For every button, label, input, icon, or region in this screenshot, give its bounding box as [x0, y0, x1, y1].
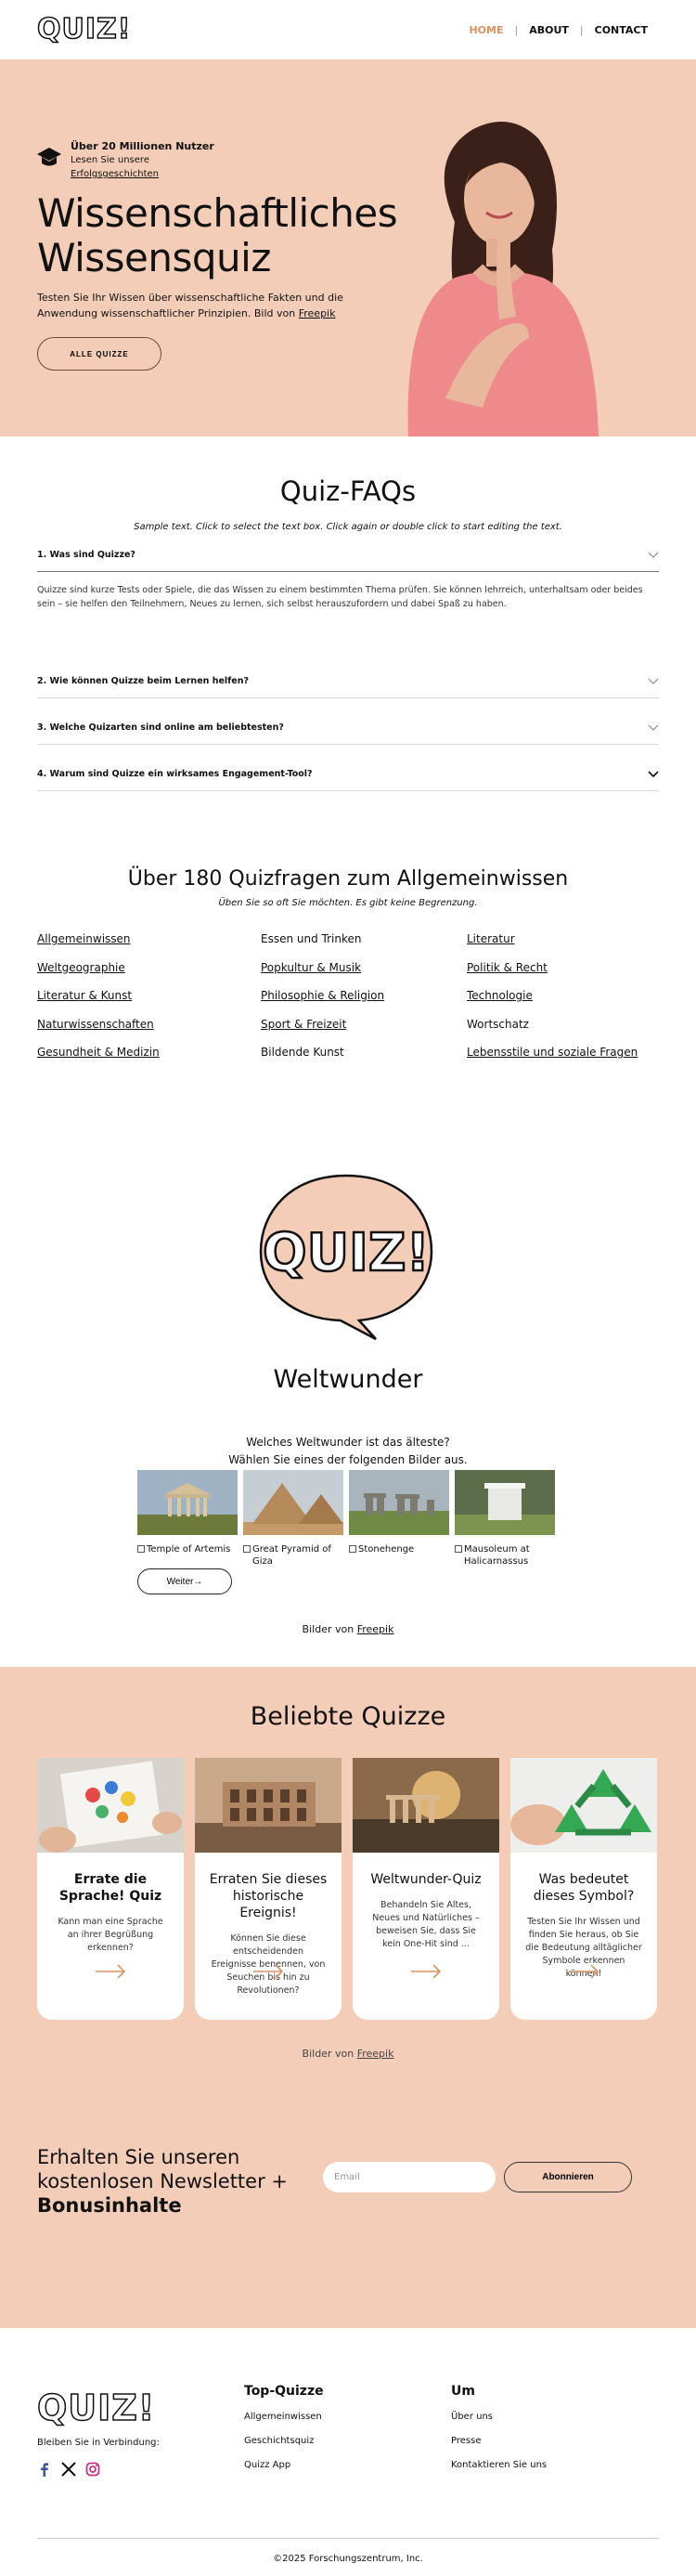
category-link[interactable]: Weltgeographie [37, 960, 125, 974]
site-header [0, 0, 696, 59]
category-link[interactable]: Philosophie & Religion [261, 989, 385, 1002]
choice-checkbox[interactable] [349, 1545, 356, 1553]
hero-title [37, 191, 397, 280]
faq-item-2[interactable] [37, 676, 659, 698]
category-link[interactable]: Politik & Recht [467, 960, 548, 974]
category-link[interactable]: Literatur & Kunst [37, 989, 133, 1002]
quiz-card-history[interactable] [195, 1758, 342, 2020]
x-icon[interactable] [61, 2462, 76, 2477]
faq-subtitle: Sample text. Click to select the text box. Click again or double click to start editing the text. [134, 522, 562, 532]
card-text: Kann man eine Sprache an ihrer Begrüßung erkennen? [58, 1917, 163, 1953]
nav-home[interactable]: HOME [469, 24, 504, 36]
faq-section [0, 436, 696, 836]
faq-question[interactable] [37, 769, 659, 779]
popular-quizzes-section [0, 1667, 696, 2328]
category-column-2 [261, 932, 384, 1074]
faq-divider [37, 744, 659, 745]
faq-question-text: 3. Welche Quizarten sind online am beliebtesten? [37, 722, 284, 733]
hero-title-line1: Wissenschaftliches [37, 190, 398, 236]
card-text: Können Sie diese entscheidenden Ereignisse benennen, von Seuchen bis hin zu Revolutionen? [211, 1933, 326, 1996]
card-text: Testen Sie Ihr Wissen und finden Sie heraus, ob Sie die Bedeutung alltäglicher Symbole erkennen können! [525, 1917, 642, 1979]
newsletter-line: Erhalten Sie unseren [37, 2146, 240, 2168]
footer-link[interactable]: Kontaktieren Sie uns [451, 2460, 548, 2470]
site-footer [0, 2328, 696, 2576]
category-link[interactable]: Naturwissenschaften [37, 1017, 154, 1031]
email-input[interactable]: Email [323, 2162, 496, 2192]
faq-item-1[interactable] [37, 550, 659, 611]
faq-question[interactable] [37, 676, 659, 686]
category-link[interactable]: Essen und Trinken [261, 932, 362, 945]
recycle-symbol-image [510, 1758, 657, 1853]
arrow-right-icon[interactable] [410, 1964, 442, 1979]
success-stories-link[interactable]: Erfolgsgeschichten [71, 169, 159, 179]
choice-label: Great Pyramid of Giza [252, 1544, 331, 1567]
site-logo[interactable]: QUIZ! [37, 13, 132, 46]
categories-section [0, 836, 696, 1114]
category-link[interactable]: Sport & Freizeit [261, 1017, 347, 1031]
footer-col-title: Um [451, 2384, 475, 2399]
mausoleum-image [455, 1470, 555, 1535]
answer-choice-3[interactable] [349, 1470, 449, 1555]
freepik-link[interactable]: Freepik [356, 1623, 394, 1635]
answer-choice-2[interactable] [243, 1470, 343, 1568]
faq-item-3[interactable] [37, 722, 659, 745]
category-link[interactable]: Popkultur & Musik [261, 960, 362, 974]
category-link[interactable]: Technologie [467, 989, 533, 1002]
quiz-card-wonders[interactable] [353, 1758, 499, 2020]
categories-title: Über 180 Quizfragen zum Allgemeinwissen [127, 867, 569, 891]
main-nav [469, 24, 648, 36]
category-column-3 [467, 932, 638, 1074]
card-title: Was bedeutet dieses Symbol? [533, 1872, 635, 1904]
quiz-speech-bubble [255, 1170, 437, 1342]
history-quiz-image [195, 1758, 342, 1853]
hero-freepik-link[interactable]: Freepik [298, 307, 336, 319]
nav-about[interactable]: ABOUT [529, 24, 569, 36]
nav-contact[interactable]: CONTACT [594, 24, 648, 36]
card-title: Errate die Sprache! Quiz [58, 1872, 162, 1904]
faq-divider [37, 697, 659, 698]
wonders-quiz-image [353, 1758, 499, 1853]
newsletter-heading [37, 2145, 288, 2218]
footer-link[interactable]: Geschichtsquiz [244, 2436, 315, 2446]
category-link[interactable]: Allgemeinwissen [37, 932, 131, 945]
footer-top-quizzes [244, 2384, 324, 2484]
footer-col-title: Top-Quizze [244, 2384, 324, 2399]
freepik-link[interactable]: Freepik [356, 2048, 394, 2060]
hero-woman-image [390, 101, 603, 436]
category-link[interactable]: Lebensstile und soziale Fragen [467, 1046, 638, 1059]
newsletter-line: kostenlosen Newsletter + [37, 2170, 288, 2192]
chevron-down-icon [648, 552, 659, 559]
question-line: Welches Weltwunder ist das älteste? [246, 1436, 450, 1449]
answer-choice-1[interactable] [137, 1470, 238, 1555]
choice-label: Stonehenge [358, 1544, 415, 1555]
arrow-right-icon[interactable] [568, 1964, 599, 1979]
hero-description [37, 290, 343, 321]
chevron-down-icon [648, 724, 659, 732]
faq-question-text: 2. Wie können Quizze beim Lernen helfen? [37, 676, 250, 686]
quiz-card-symbols[interactable] [510, 1758, 657, 2020]
choice-checkbox[interactable] [455, 1545, 462, 1553]
instagram-icon[interactable] [85, 2462, 100, 2477]
newsletter-bold: Bonusinhalte [37, 2194, 182, 2217]
language-quiz-image [37, 1758, 184, 1853]
users-badge [37, 139, 214, 181]
footer-link[interactable]: Allgemeinwissen [244, 2412, 322, 2422]
card-title: Erraten Sie dieses historische Ereignis! [209, 1872, 328, 1920]
popular-images-credit [0, 2048, 696, 2060]
quiz-question-section [0, 1114, 696, 1667]
all-quizzes-button[interactable]: ALLE QUIZZE [37, 337, 161, 371]
hero-desc-text: Testen Sie Ihr Wissen über wissenschaftliche Fakten und die Anwendung wissenschaftlicher Prinzipien. Bild von [37, 292, 343, 319]
footer-divider [37, 2538, 659, 2539]
choice-label: Temple of Artemis [147, 1544, 231, 1555]
footer-logo[interactable]: QUIZ! [37, 2387, 156, 2428]
choice-checkbox[interactable] [243, 1545, 251, 1553]
faq-title: Quiz-FAQs [279, 475, 417, 507]
subscribe-button[interactable]: Abonnieren [504, 2162, 632, 2192]
facebook-icon[interactable] [37, 2462, 52, 2477]
arrow-right-icon[interactable] [252, 1964, 284, 1979]
categories-subtitle: Üben Sie so oft Sie möchten. Es gibt keine Begrenzung. [218, 898, 478, 908]
graduation-cap-icon [37, 145, 61, 169]
popular-title: Beliebte Quizze [250, 1702, 446, 1731]
faq-question-text: 1. Was sind Quizze? [37, 550, 135, 560]
nav-separator: | [579, 24, 584, 36]
faq-question[interactable] [37, 550, 659, 560]
nav-separator: | [514, 24, 519, 36]
connect-label: Bleiben Sie in Verbindung: [37, 2438, 160, 2448]
faq-question-text: 4. Warum sind Quizze ein wirksames Engagement-Tool? [37, 769, 313, 779]
choice-label: Mausoleum at Halicarnassus [464, 1544, 530, 1567]
pyramid-image [243, 1470, 343, 1535]
faq-divider [37, 790, 659, 791]
images-credit [0, 1623, 696, 1635]
hero-section [0, 59, 696, 436]
footer-link[interactable]: Quizz App [244, 2460, 291, 2470]
bubble-text: QUIZ! [262, 1223, 431, 1283]
footer-link[interactable]: Presse [451, 2436, 482, 2446]
credit-text: Bilder von [302, 1623, 354, 1635]
choice-checkbox[interactable] [137, 1545, 145, 1553]
question-line: Wählen Sie eines der folgenden Bilder aus. [228, 1453, 468, 1466]
chevron-down-icon [648, 678, 659, 685]
card-text: Behandeln Sie Altes, Neues und Natürliches – beweisen Sie, dass Sie kein One-Hit sind ... [372, 1900, 480, 1949]
category-link[interactable]: Gesundheit & Medizin [37, 1046, 160, 1059]
badge-line: Lesen Sie unsere [71, 155, 149, 165]
question-text [0, 1434, 696, 1469]
copyright: ©2025 Forschungszentrum, Inc. [273, 2554, 423, 2564]
footer-link[interactable]: Über uns [451, 2412, 493, 2422]
temple-image [137, 1470, 238, 1535]
hero-title-line2: Wissensquiz [37, 235, 271, 280]
credit-text: Bilder von [302, 2048, 354, 2060]
faq-answer: Quizze sind kurze Tests oder Spiele, die das Wissen zu einem bestimmten Thema prüfen. Sie können lehrreich, unterhaltsam oder beides sein – sie helfen den Teilnehmern, Neues zu lernen, sich selbst herauszufordern und dabei Spaß zu haben. [37, 585, 643, 609]
category-link[interactable]: Wortschatz [467, 1017, 529, 1031]
stonehenge-image [349, 1470, 449, 1535]
quiz-card-language[interactable] [37, 1758, 184, 2020]
arrow-right-icon[interactable] [95, 1964, 126, 1979]
badge-title: Über 20 Millionen Nutzer [71, 140, 214, 152]
category-link[interactable]: Bildende Kunst [261, 1046, 344, 1059]
faq-question[interactable] [37, 722, 659, 733]
category-link[interactable]: Literatur [467, 932, 515, 945]
faq-item-4[interactable] [37, 769, 659, 791]
next-button[interactable]: Weiter→ [137, 1568, 232, 1594]
footer-about [451, 2384, 547, 2484]
category-column-1 [37, 932, 160, 1074]
card-title: Weltwunder-Quiz [370, 1872, 482, 1887]
wonder-title: Weltwunder [273, 1365, 423, 1394]
chevron-down-icon [648, 771, 659, 778]
answer-choice-4[interactable] [455, 1470, 555, 1568]
faq-divider [37, 571, 659, 572]
